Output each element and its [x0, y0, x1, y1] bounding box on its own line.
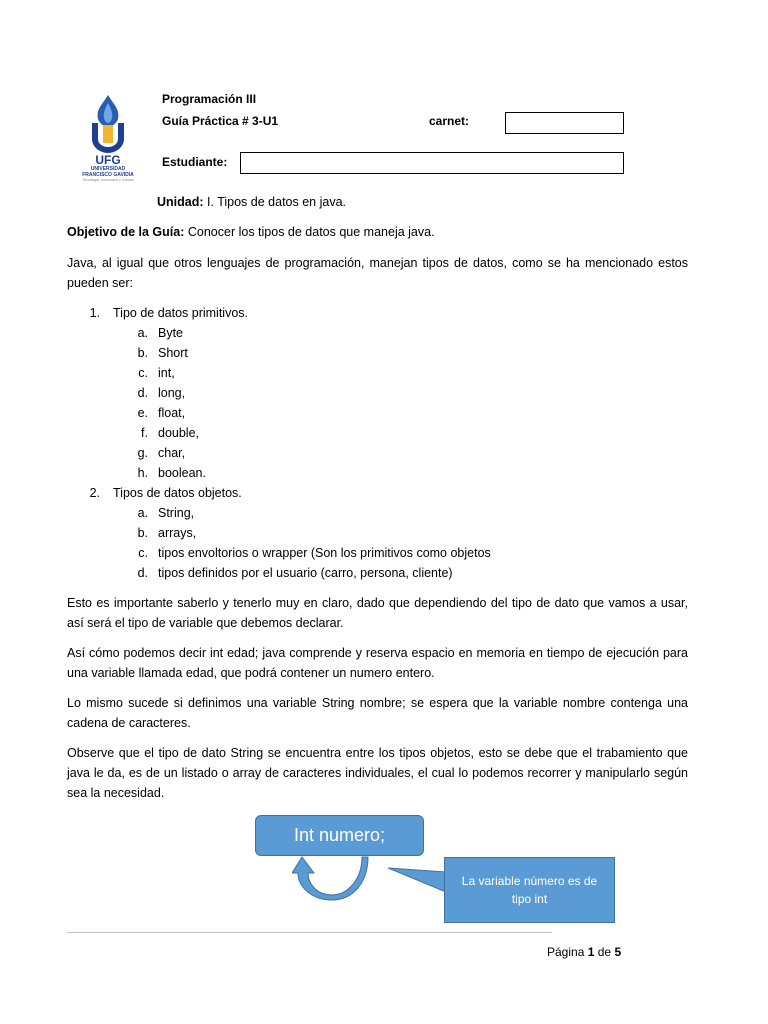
list-letter: d.	[137, 566, 148, 580]
unit-text: I. Tipos de datos en java.	[207, 195, 346, 209]
body-paragraph: Así cómo podemos decir int edad; java comprende y reserva espacio en memoria en tiempo de ejecución para una variable llamada edad, que podrá contener un numero entero.	[67, 646, 688, 680]
list-title: Tipo de datos primitivos.	[113, 306, 249, 320]
list-text: tipos envoltorios o wrapper (Son los primitivos como objetos	[158, 546, 491, 560]
list-text: arrays,	[158, 526, 197, 540]
list-text: long,	[158, 386, 186, 400]
list-letter: d.	[137, 386, 148, 400]
flame-shield-icon	[72, 93, 144, 155]
logo-subtitle: FRANCISCO GAVIDIA	[82, 172, 134, 178]
body-paragraph: Esto es importante saberlo y tenerlo muy en claro, dado que dependiendo del tipo de dato que vamos a usar, así será el tipo de variable que debemos declarar.	[67, 596, 688, 630]
carnet-field[interactable]	[505, 112, 624, 134]
list-letter: e.	[137, 406, 148, 420]
page-prefix: Página	[547, 945, 585, 959]
logo-subtitle: UNIVERSIDAD	[90, 166, 126, 172]
list-text: String,	[158, 506, 195, 520]
total-pages: 5	[614, 945, 622, 959]
code-box	[255, 815, 424, 856]
body-paragraph: Lo mismo sucede si definimos una variable String nombre; se espera que la variable nombre contenga una cadena de caracteres.	[67, 696, 688, 730]
list-number: 1.	[89, 306, 100, 320]
callout-text: La variable número es de tipo int	[461, 874, 598, 906]
carnet-label: carnet:	[429, 114, 470, 128]
callout-pointer-icon	[388, 864, 448, 898]
list-letter: b.	[137, 526, 148, 540]
list-text: tipos definidos por el usuario (carro, persona, cliente)	[158, 566, 453, 580]
course-title: Programación III	[162, 92, 257, 106]
list-text: float,	[158, 406, 186, 420]
list-text: double,	[158, 426, 200, 440]
unit-line	[157, 195, 346, 209]
list-letter: a.	[137, 326, 148, 340]
list-title: Tipos de datos objetos.	[113, 486, 242, 500]
list-text: int,	[158, 366, 175, 380]
code-box-text: Int numero;	[293, 825, 386, 845]
objective-line	[67, 225, 435, 239]
student-label: Estudiante:	[162, 155, 228, 169]
list-letter: g.	[137, 446, 148, 460]
callout-box	[444, 857, 615, 923]
student-field[interactable]	[240, 152, 624, 174]
objective-text: Conocer los tipos de datos que maneja java.	[187, 225, 435, 239]
curved-arrow-icon	[292, 853, 372, 901]
list-letter: a.	[137, 506, 148, 520]
list-text: char,	[158, 446, 186, 460]
list-text: boolean.	[158, 466, 206, 480]
university-logo	[72, 93, 144, 183]
footer-divider	[67, 932, 552, 933]
list-letter: c.	[138, 366, 148, 380]
guide-title: Guía Práctica # 3-U1	[162, 114, 279, 128]
list-text: Byte	[158, 326, 184, 340]
logo-text: UFG	[95, 153, 121, 167]
logo-tagline: Tecnología, Innovación y Calidad	[82, 178, 134, 182]
list-letter: f.	[141, 426, 148, 440]
list-letter: h.	[137, 466, 148, 480]
list-letter: c.	[138, 546, 148, 560]
list-text: Short	[158, 346, 188, 360]
list-letter: b.	[137, 346, 148, 360]
current-page: 1	[587, 945, 595, 959]
intro-paragraph: Java, al igual que otros lenguajes de programación, manejan tipos de datos, como se ha mencionado estos pueden ser:	[67, 256, 688, 290]
list-number: 2.	[89, 486, 100, 500]
page-of: de	[597, 945, 612, 959]
body-paragraph: Observe que el tipo de dato String se encuentra entre los tipos objetos, esto se debe que el trabamiento que java le da, es de un listado o array de caracteres individuales, el cual lo podemos recorrer y manipularlo según sea la necesidad.	[67, 746, 688, 800]
page-number	[547, 945, 621, 959]
unit-label: Unidad:	[157, 195, 204, 209]
objective-label: Objetivo de la Guía:	[67, 225, 185, 239]
